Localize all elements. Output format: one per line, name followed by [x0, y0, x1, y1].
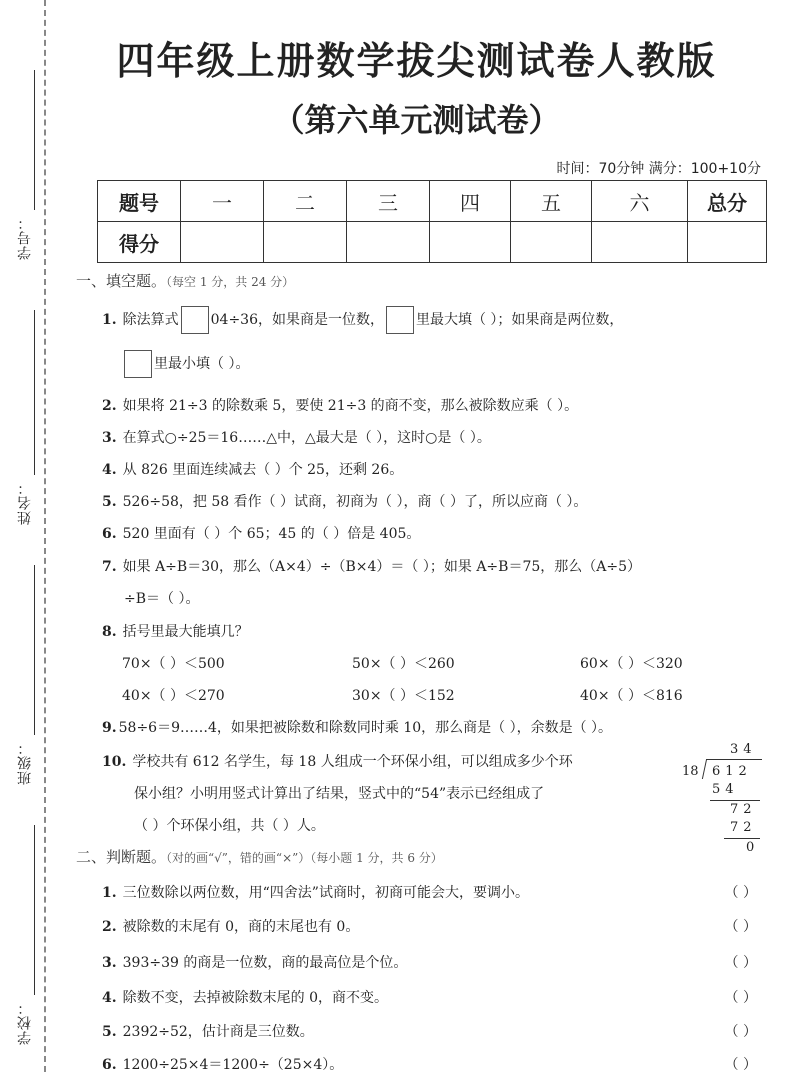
question-text: 在算式○÷25＝16……△中，△最大是（ ），这时○是（ ）。	[122, 430, 491, 446]
question-7-line1	[102, 556, 641, 576]
class-label: 班级：	[17, 740, 33, 785]
question-1-line1	[102, 306, 623, 334]
question-number: 4.	[102, 990, 117, 1006]
division-quotient: 34	[730, 742, 757, 757]
question-text: 520 里面有（ ）个 65；45 的（ ）倍是 405。	[122, 526, 421, 542]
division-step: 72	[730, 820, 757, 835]
class-write-line	[34, 565, 35, 735]
question-6	[102, 523, 420, 543]
division-rule	[724, 838, 760, 839]
division-divisor: 18	[682, 764, 699, 779]
question-7-line2: ÷B＝（ ）。	[124, 591, 200, 607]
question-8-item: 70×（ ）＜500	[122, 656, 225, 672]
division-rule	[710, 800, 760, 801]
question-number: 4.	[102, 462, 117, 478]
question-8-item: 40×（ ）＜816	[580, 688, 683, 704]
header-cell: 题号	[98, 181, 181, 222]
question-text: 从 826 里面连续减去（ ）个 25，还剩 26。	[122, 462, 404, 478]
question-number: 10.	[102, 754, 127, 770]
question-number: 1.	[102, 885, 117, 901]
judge-question	[102, 882, 529, 902]
header-cell: 六	[592, 181, 688, 222]
student-id-label: 学号：	[17, 215, 33, 260]
question-number: 9.	[102, 720, 117, 736]
question-number: 6.	[102, 1057, 117, 1073]
question-8-item: 30×（ ）＜152	[352, 688, 455, 704]
question-text: 里最小填（ ）。	[154, 356, 250, 372]
judge-answer-paren[interactable]: （ ）	[724, 1057, 757, 1073]
score-cell[interactable]	[264, 222, 347, 263]
question-number: 7.	[102, 559, 117, 575]
judge-answer-paren[interactable]: （ ）	[724, 990, 757, 1006]
score-cell[interactable]	[347, 222, 430, 263]
judge-answer-paren[interactable]: （ ）	[724, 885, 757, 901]
question-text: 括号里最大能填几？	[122, 624, 249, 640]
row-label-cell: 得分	[98, 222, 181, 263]
student-name-label: 姓名：	[17, 480, 33, 525]
long-division	[680, 742, 780, 857]
judge-question	[102, 987, 388, 1007]
judge-answer-paren[interactable]: （ ）	[724, 1024, 757, 1040]
score-table-score-row	[98, 222, 767, 263]
question-text: 526÷58，把 58 看作（ ）试商，初商为（ ），商（ ）了，所以应商（ ）。	[122, 494, 588, 510]
question-text: 学校共有 612 名学生，每 18 人组成一个环保小组，可以组成多少个环	[132, 754, 573, 770]
division-bar	[706, 759, 762, 760]
school-label: 学校：	[17, 1000, 33, 1045]
division-remainder: 0	[746, 840, 760, 855]
judge-question	[102, 1021, 314, 1041]
header-cell: 一	[181, 181, 264, 222]
question-3	[102, 427, 491, 447]
question-9	[102, 717, 612, 737]
question-text: 2392÷52，估计商是三位数。	[122, 1024, 314, 1040]
question-10-line2: 保小组？小明用竖式计算出了结果，竖式中的“54”表示已经组成了	[134, 786, 545, 802]
binding-dashed-line	[44, 0, 46, 1072]
question-text: 除法算式	[122, 312, 179, 328]
section-1-note: （每空 1 分，共 24 分）	[166, 275, 295, 289]
question-text: 被除数的末尾有 0，商的末尾也有 0。	[122, 919, 360, 935]
name-write-line	[34, 310, 35, 475]
division-bracket	[702, 759, 707, 779]
question-number: 5.	[102, 494, 117, 510]
question-number: 3.	[102, 430, 117, 446]
score-cell[interactable]	[181, 222, 264, 263]
answer-box[interactable]	[386, 306, 414, 334]
score-cell[interactable]	[688, 222, 767, 263]
question-text: 1200÷25×4＝1200÷（25×4）。	[122, 1057, 344, 1073]
header-cell: 二	[264, 181, 347, 222]
division-step: 54	[712, 782, 739, 797]
question-text: 如果将 21÷3 的除数乘 5，要使 21÷3 的商不变，那么被除数应乘（ ）。	[122, 398, 579, 414]
time-info: 时间：70分钟 满分：100+10分	[556, 161, 761, 177]
question-text: 除数不变，去掉被除数末尾的 0，商不变。	[122, 990, 388, 1006]
question-number: 3.	[102, 955, 117, 971]
judge-question	[102, 952, 407, 972]
score-cell[interactable]	[592, 222, 688, 263]
header-cell: 四	[430, 181, 511, 222]
header-cell: 三	[347, 181, 430, 222]
judge-question	[102, 1054, 343, 1074]
question-number: 2.	[102, 919, 117, 935]
section-1-heading	[76, 270, 294, 291]
score-cell[interactable]	[511, 222, 592, 263]
division-dividend: 612	[712, 764, 752, 779]
judge-answer-paren[interactable]: （ ）	[724, 919, 757, 935]
header-cell: 五	[511, 181, 592, 222]
judge-answer-paren[interactable]: （ ）	[724, 955, 757, 971]
question-number: 8.	[102, 624, 117, 640]
score-cell[interactable]	[430, 222, 511, 263]
answer-box[interactable]	[181, 306, 209, 334]
score-table-header-row	[98, 181, 767, 222]
question-8-item: 50×（ ）＜260	[352, 656, 455, 672]
answer-box[interactable]	[124, 350, 152, 378]
question-text: 三位数除以两位数，用“四舍法”试商时，初商可能会大，要调小。	[122, 885, 529, 901]
question-4	[102, 459, 403, 479]
page-title: 四年级上册数学拔尖测试卷人教版	[116, 39, 717, 83]
question-8-item: 40×（ ）＜270	[122, 688, 225, 704]
question-text: 393÷39 的商是一位数，商的最高位是个位。	[122, 955, 408, 971]
header-cell: 总分	[688, 181, 767, 222]
question-8	[102, 621, 249, 641]
section-2-label: 二、判断题。	[76, 848, 167, 866]
score-table	[97, 180, 767, 263]
question-1-line2	[122, 350, 249, 378]
school-write-line	[34, 825, 35, 995]
question-text: 里最大填（ ）；如果商是两位数，	[415, 312, 624, 328]
question-text: 如果 A÷B＝30，那么（A×4）÷（B×4）＝（ ）；如果 A÷B＝75，那么（A÷5）	[122, 559, 642, 575]
section-1-label: 一、填空题。	[76, 272, 167, 290]
question-5	[102, 491, 587, 511]
section-2-note: （对的画“√”，错的画“×”）（每小题 1 分，共 6 分）	[166, 851, 443, 865]
question-text: 58÷6＝9……4，如果把被除数和除数同时乘 10，那么商是（ ），余数是（ ）。	[118, 720, 613, 736]
question-10-line1	[102, 751, 573, 771]
question-2	[102, 395, 578, 415]
question-number: 2.	[102, 398, 117, 414]
page-subtitle: （第六单元测试卷）	[272, 101, 561, 139]
question-number: 6.	[102, 526, 117, 542]
question-number: 1.	[102, 312, 117, 328]
judge-question	[102, 916, 359, 936]
question-10-line3: （ ）个环保小组，共（ ）人。	[134, 818, 325, 834]
question-number: 5.	[102, 1024, 117, 1040]
question-text: 04÷36，如果商是一位数，	[210, 312, 384, 328]
division-step: 72	[730, 802, 757, 817]
question-8-item: 60×（ ）＜320	[580, 656, 683, 672]
section-2-heading	[76, 846, 443, 867]
